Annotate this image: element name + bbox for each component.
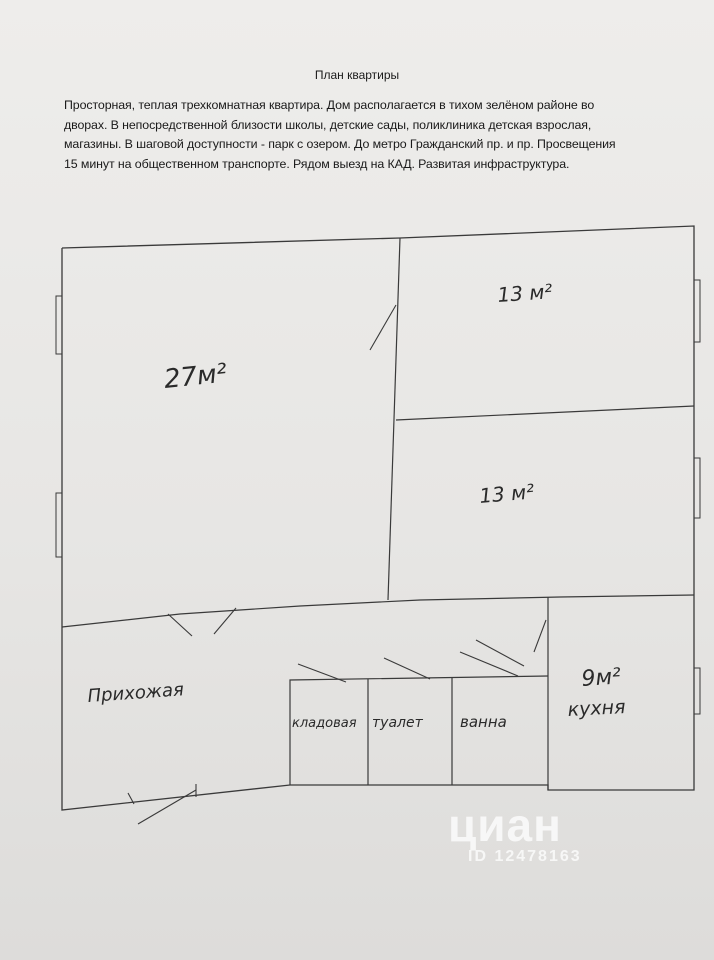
room-label-living: 27м²	[162, 358, 229, 395]
watermark	[448, 798, 582, 865]
window	[694, 280, 700, 342]
description-line: дворах. В непосредственной близости школы, детские сады, поликлиника детская взрослая,	[64, 117, 592, 132]
door-swing	[370, 305, 396, 350]
door-swing	[534, 620, 546, 652]
description-line: Просторная, теплая трехкомнатная квартира. Дом располагается в тихом зелёном районе во	[64, 98, 595, 112]
watermark-logo: циан	[448, 799, 562, 851]
room-label-kitchen-area: 9м²	[580, 664, 622, 692]
window	[694, 668, 700, 714]
room-label-bedroom-1: 13 м²	[496, 279, 554, 307]
door-swing	[168, 614, 192, 636]
room-label-hallway: Прихожая	[86, 679, 185, 707]
document-title: План квартиры	[314, 68, 400, 82]
door-swing	[384, 658, 430, 679]
description-line: 15 минут на общественном транспорте. Рядом выезд на КАД. Развитая инфраструктура.	[64, 156, 570, 171]
room-label-toilet: туалет	[372, 715, 423, 731]
wall-big-room	[388, 238, 400, 600]
room-label-bedroom-2: 13 м²	[478, 479, 536, 508]
door-swing	[138, 790, 196, 824]
description-line: магазины. В шаговой доступности - парк с озером. До метро Гражданский пр. и пр. Просвещения	[64, 137, 616, 151]
watermark-id: ID 12478163	[468, 848, 582, 865]
room-label-kitchen: кухня	[567, 695, 627, 721]
door-swing	[460, 652, 518, 676]
wall-corridor	[62, 595, 694, 627]
window	[694, 458, 700, 518]
room-label-pantry: кладовая	[292, 716, 357, 731]
window	[56, 296, 62, 354]
wall-bedrooms	[396, 406, 694, 420]
window	[56, 493, 62, 557]
room-label-bathroom: ванна	[460, 713, 507, 731]
